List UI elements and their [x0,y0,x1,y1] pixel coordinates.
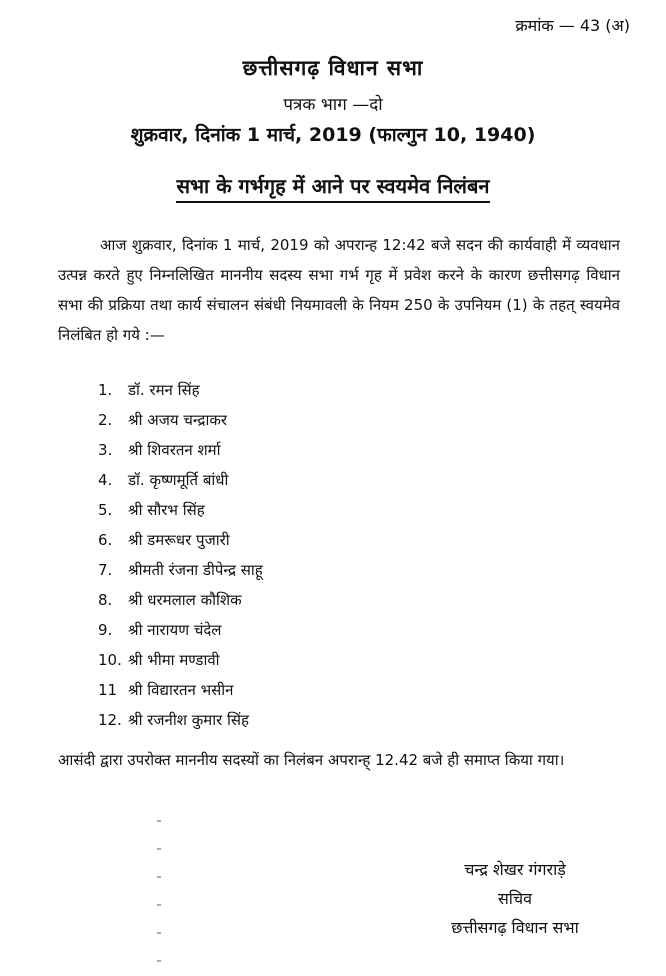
list-item-name: श्री नारायण चंदेल [128,621,222,639]
list-item-number: 7. [98,561,113,579]
list-item [98,615,263,645]
closing-paragraph: आसंदी द्वारा उपरोक्त माननीय सदस्यों का निलंबन अपरान्ह् 12.42 बजे ही समाप्त किया गया। [58,751,565,769]
margin-marks [157,820,163,970]
subject-text: सभा के गर्भगृह में आने पर स्वयमेव निलंबन [176,174,489,203]
main-paragraph: आज शुक्रवार, दिनांक 1 मार्च, 2019 को अपरान्ह 12:42 बजे सदन की कार्यवाही में व्यवधान उत्पन्न करते हुए निम्नलिखित माननीय सदस्य सभा गर्भ गृह में प्रवेश करने के कारण छत्तीसगढ़ विधान सभा की प्रक्रिया तथा कार्य संचालन संबंधी नियमावली के नियम 250 के उपनियम (1) के तहत् स्वयमेव निलंबित हो गये :— [58,236,620,344]
list-item-number: 9. [98,621,113,639]
list-item-name: श्री सौरभ सिंह [128,501,205,519]
list-item-number: 12. [98,711,122,729]
list-item-number: 5. [98,501,113,519]
list-item [98,705,263,735]
list-item [98,525,263,555]
list-item-name: श्री अजय चन्द्राकर [128,411,227,429]
signatory-designation: सचिव [497,889,533,908]
list-item-name: श्री शिवरतन शर्मा [128,441,221,459]
list-item-name: डॉ. कृष्णमूर्ति बांधी [128,471,229,489]
list-item [98,675,263,705]
list-item [98,375,263,405]
list-item [98,645,263,675]
list-item [98,495,263,525]
subject-heading [0,172,666,199]
list-item-number: 1. [98,381,113,399]
list-item-number: 8. [98,591,113,609]
list-item-name: श्री भीमा मण्डावी [128,651,220,669]
document-title: छत्तीसगढ़ विधान सभा [242,56,424,80]
signatory-organization: छत्तीसगढ़ विधान सभा [451,918,579,937]
list-item-number: 3. [98,441,113,459]
member-list [98,375,263,735]
list-item-name: डॉ. रमन सिंह [128,381,200,399]
list-item-name: श्री धरमलाल कौशिक [128,591,242,609]
list-item-name: श्रीमती रंजना डीपेन्द्र साहू [128,561,263,579]
list-item [98,405,263,435]
date-line: शुक्रवार, दिनांक 1 मार्च, 2019 (फाल्गुन 10, 1940) [130,124,536,146]
list-item-name: श्री डमरूधर पुजारी [128,531,230,549]
list-item-number: 2. [98,411,113,429]
document-subtitle: पत्रक भाग —दो [283,95,383,115]
list-item-number: 10. [98,651,122,669]
list-item-name: श्री रजनीश कुमार सिंह [128,711,249,729]
list-item-number: 4. [98,471,113,489]
list-item [98,465,263,495]
signatory-name: चन्द्र शेखर गंगराड़े [464,860,566,879]
list-item [98,435,263,465]
list-item [98,585,263,615]
list-item-number: 11 [98,681,118,699]
reference-number: क्रमांक — 43 (अ) [515,16,630,35]
list-item-number: 6. [98,531,113,549]
list-item-name: श्री विद्यारतन भसीन [128,681,234,699]
list-item [98,555,263,585]
